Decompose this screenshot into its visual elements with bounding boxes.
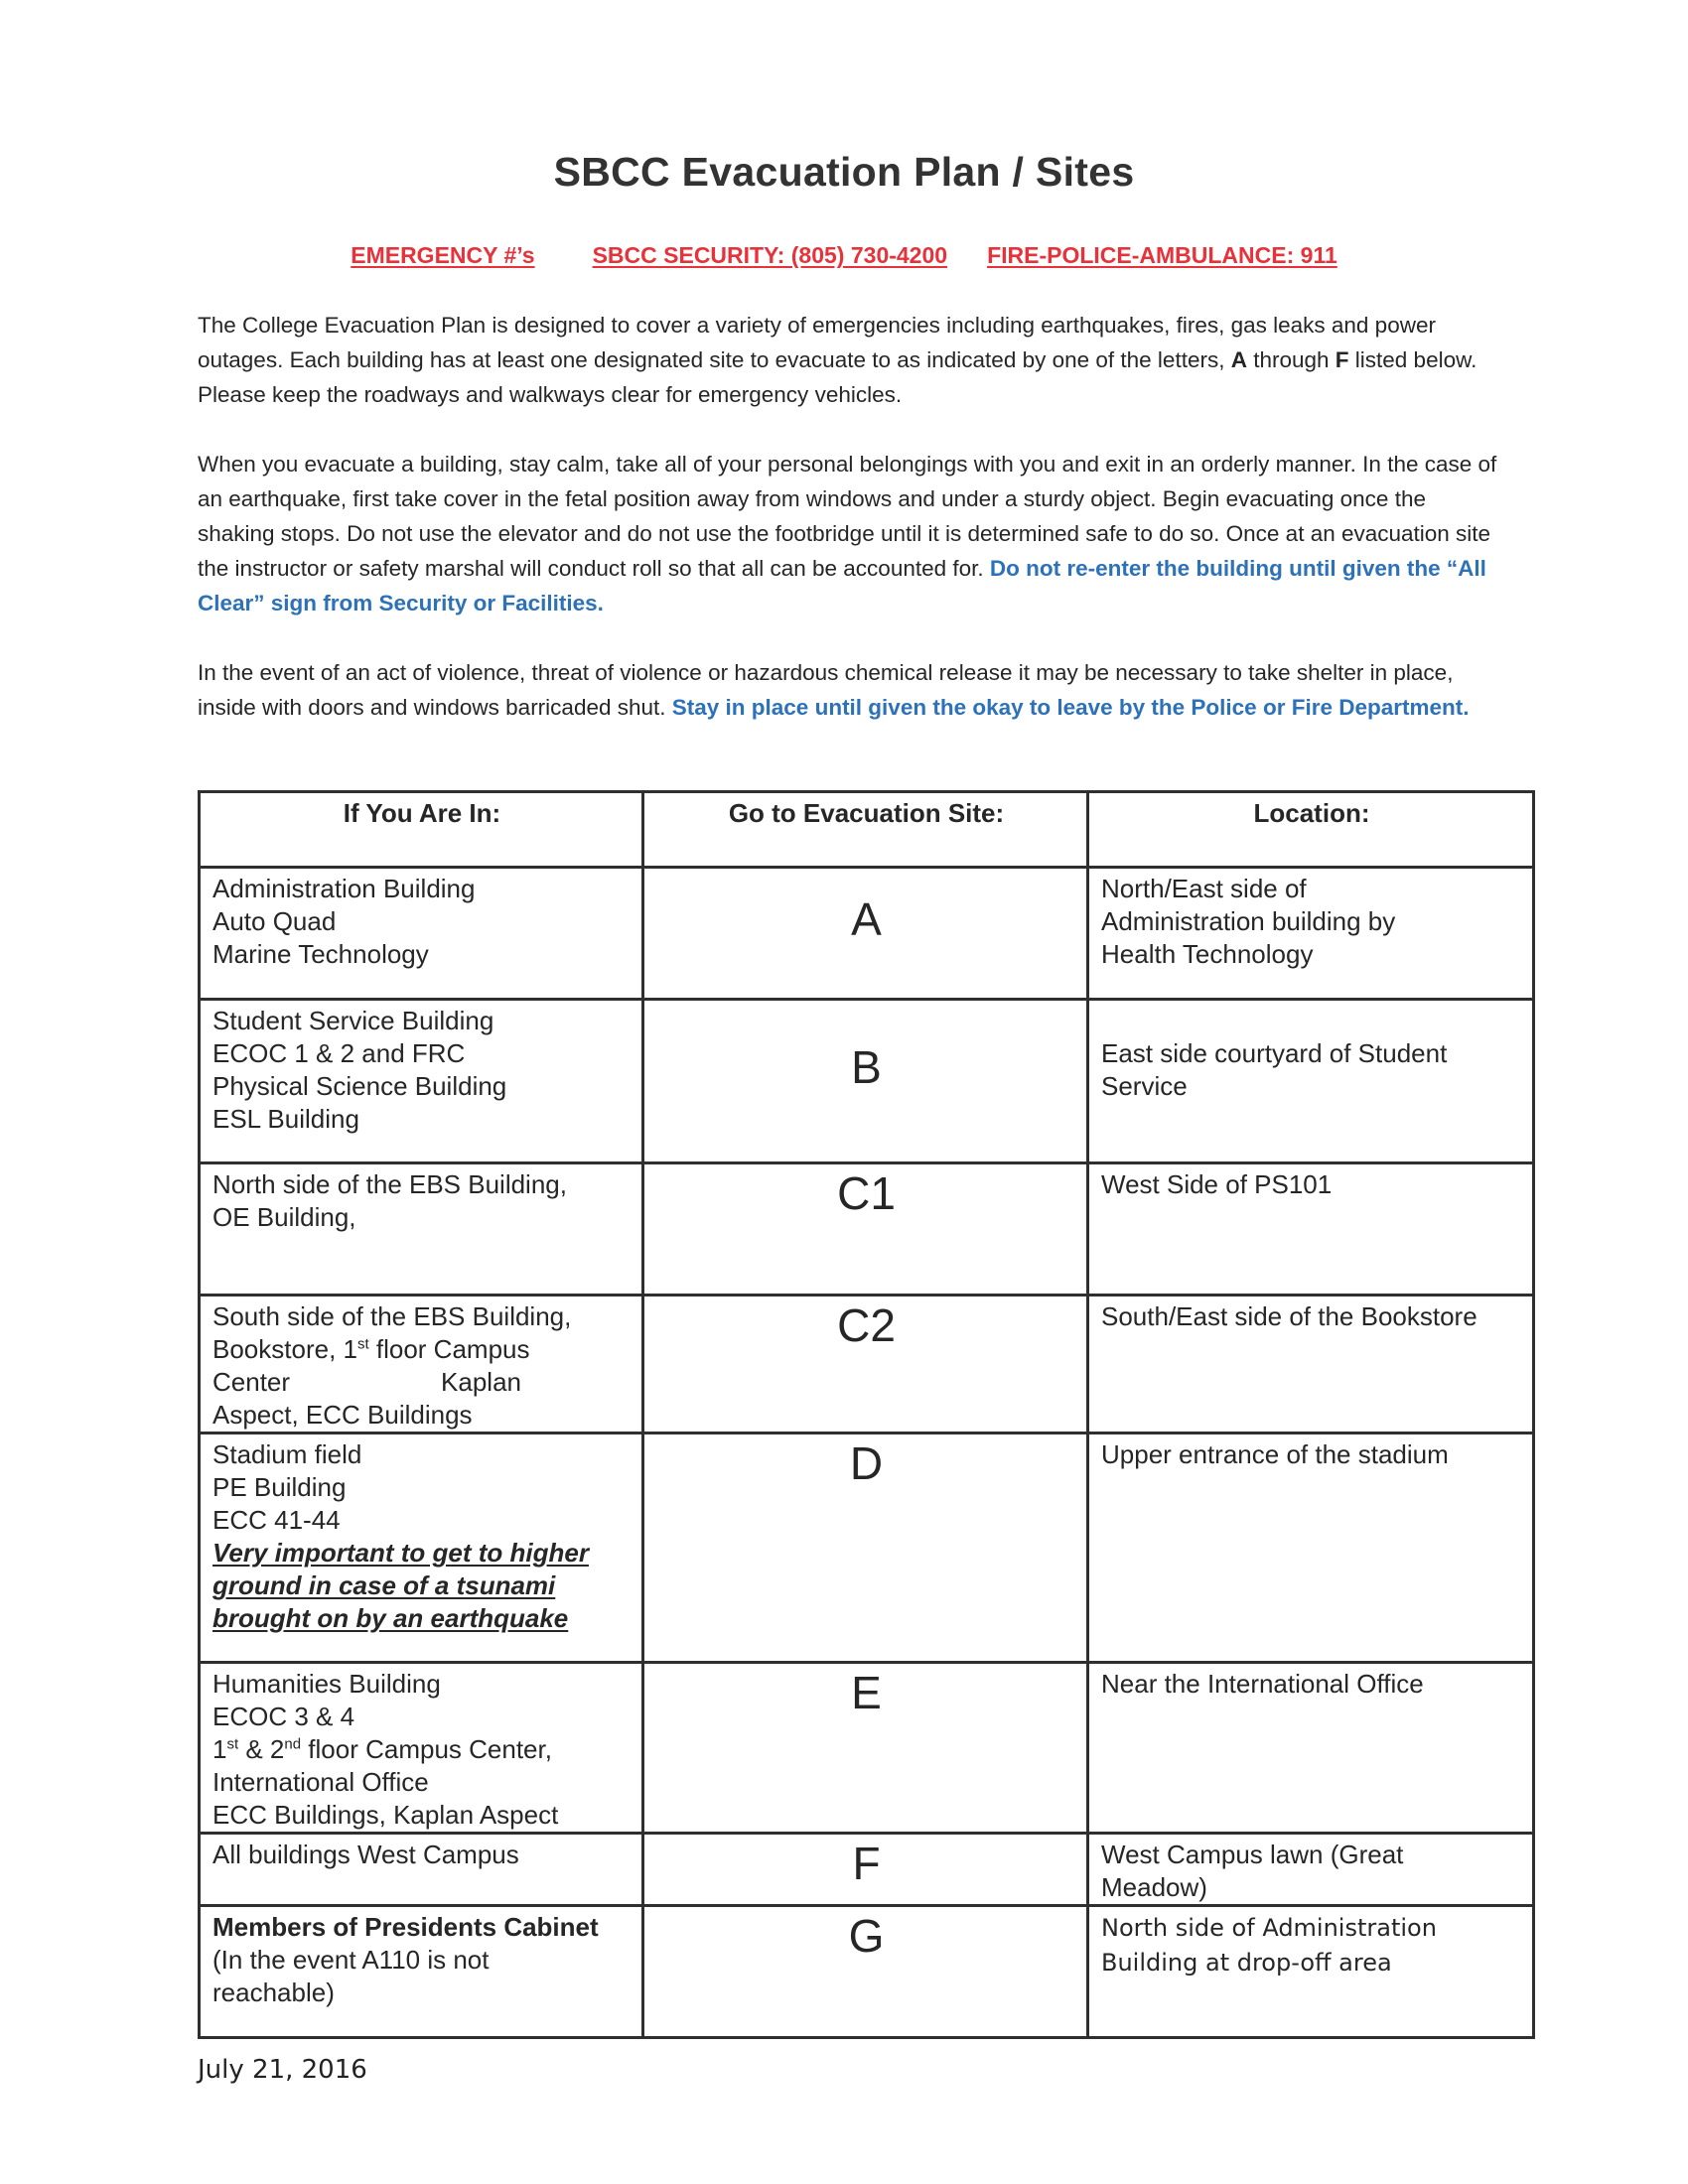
location-cell bbox=[1088, 1663, 1534, 1834]
ordinal-suffix: nd bbox=[284, 1735, 302, 1753]
table-row bbox=[200, 1906, 1534, 2038]
site-letter: B bbox=[851, 1041, 882, 1093]
buildings-cell bbox=[200, 868, 643, 1000]
building-text: & 2 bbox=[238, 1734, 285, 1764]
security-phone: SBCC SECURITY: (805) 730-4200 bbox=[592, 242, 948, 268]
letter-f-text: F bbox=[1335, 347, 1349, 372]
location-text: Near the International Office bbox=[1101, 1669, 1424, 1699]
buildings-cell bbox=[200, 1163, 643, 1296]
evacuation-sites-table bbox=[198, 790, 1535, 2039]
location-text: Service bbox=[1101, 1071, 1188, 1101]
site-letter: C2 bbox=[837, 1299, 896, 1351]
building-name: OE Building, bbox=[212, 1202, 356, 1232]
building-name: Aspect, ECC Buildings bbox=[212, 1400, 473, 1430]
location-cell bbox=[1088, 1296, 1534, 1433]
site-cell bbox=[643, 1663, 1088, 1834]
building-text: Center bbox=[212, 1367, 291, 1397]
buildings-cell bbox=[200, 1906, 643, 2038]
building-name: ECOC 1 & 2 and FRC bbox=[212, 1038, 466, 1068]
letter-a-text: A bbox=[1230, 347, 1247, 372]
buildings-cell bbox=[200, 1433, 643, 1663]
building-name: International Office bbox=[212, 1767, 429, 1797]
building-name: South side of the EBS Building, bbox=[212, 1301, 572, 1331]
location-cell bbox=[1088, 1000, 1534, 1163]
header-location: Location: bbox=[1088, 792, 1534, 868]
location-text: West Campus lawn (Great bbox=[1101, 1840, 1404, 1869]
building-name: Auto Quad bbox=[212, 906, 337, 936]
site-cell bbox=[643, 1433, 1088, 1663]
location-cell bbox=[1088, 1906, 1534, 2038]
building-text: floor Campus bbox=[368, 1334, 530, 1364]
building-text: 1 bbox=[212, 1734, 227, 1764]
emergency-numbers bbox=[0, 242, 1688, 269]
table-header-row bbox=[200, 792, 1534, 868]
location-text: North/East side of bbox=[1101, 874, 1307, 903]
footer-date: July 21, 2016 bbox=[198, 2055, 367, 2085]
building-name: Marine Technology bbox=[212, 939, 429, 969]
buildings-cell bbox=[200, 1663, 643, 1834]
site-cell bbox=[643, 1163, 1088, 1296]
location-text: West Side of PS101 bbox=[1101, 1169, 1333, 1199]
location-cell bbox=[1088, 1834, 1534, 1906]
building-name bbox=[212, 1333, 632, 1366]
building-text: Bookstore, 1 bbox=[212, 1334, 357, 1364]
building-name bbox=[212, 1733, 632, 1766]
location-text: Administration building by bbox=[1101, 906, 1396, 936]
building-text: floor Campus Center, bbox=[301, 1734, 552, 1764]
building-name: ECC Buildings, Kaplan Aspect bbox=[212, 1800, 559, 1830]
tsunami-warning: ground in case of a tsunami bbox=[212, 1570, 556, 1600]
location-text: East side courtyard of Student bbox=[1101, 1038, 1448, 1068]
evacuate-text: When you evacuate a building, stay calm, take all of your personal belongings with you and exit in an orderly manner. In the case of an earthquake, first take cover in the fetal position away from windows and under a sturdy object. Begin evacuating once the shaking stops. Do not use the elevator and do not use the footbridge until it is determined safe to do so. Once at an evacuation site the instructor or safety marshal will conduct roll so that all can be accounted for. bbox=[198, 452, 1497, 581]
violence-text: In the event of an act of violence, threat of violence or hazardous chemical release it may be necessary to take shelter in place, inside with doors and windows barricaded shut. bbox=[198, 660, 1454, 720]
location-text: Building at drop-off area bbox=[1101, 1949, 1392, 1977]
intro-paragraph bbox=[198, 308, 1498, 412]
site-cell bbox=[643, 1834, 1088, 1906]
ordinal-suffix: st bbox=[226, 1735, 239, 1753]
building-name: Physical Science Building bbox=[212, 1071, 507, 1101]
building-name: Administration Building bbox=[212, 874, 476, 903]
location-cell bbox=[1088, 1163, 1534, 1296]
building-name: North side of the EBS Building, bbox=[212, 1169, 567, 1199]
location-text: Upper entrance of the stadium bbox=[1101, 1439, 1449, 1469]
location-cell bbox=[1088, 868, 1534, 1000]
building-name: ECC 41-44 bbox=[212, 1505, 341, 1535]
location-text: North side of Administration bbox=[1101, 1914, 1437, 1942]
building-name: All buildings West Campus bbox=[212, 1840, 519, 1869]
table-row bbox=[200, 1000, 1534, 1163]
building-name: Student Service Building bbox=[212, 1006, 494, 1035]
tsunami-warning: brought on by an earthquake bbox=[212, 1603, 569, 1633]
intro-text-end: listed below. Please keep the roadways and walkways clear for emergency vehicles. bbox=[198, 347, 1477, 407]
buildings-cell bbox=[200, 1834, 643, 1906]
site-cell bbox=[643, 1296, 1088, 1433]
site-cell bbox=[643, 1906, 1088, 2038]
building-name bbox=[212, 1366, 632, 1399]
site-letter: C1 bbox=[837, 1167, 896, 1219]
tsunami-warning: Very important to get to higher bbox=[212, 1538, 589, 1568]
emergency-label: EMERGENCY #’s bbox=[351, 242, 535, 268]
violence-paragraph bbox=[198, 655, 1498, 725]
buildings-cell bbox=[200, 1000, 643, 1163]
site-letter: D bbox=[849, 1437, 884, 1489]
page-title: SBCC Evacuation Plan / Sites bbox=[553, 149, 1135, 195]
table-row bbox=[200, 868, 1534, 1000]
location-text: Meadow) bbox=[1101, 1872, 1207, 1902]
table-row bbox=[200, 1834, 1534, 1906]
site-letter: G bbox=[848, 1910, 885, 1962]
site-letter: F bbox=[852, 1838, 881, 1889]
building-text: Kaplan bbox=[441, 1367, 522, 1397]
ordinal-suffix: st bbox=[356, 1335, 369, 1353]
table-row bbox=[200, 1296, 1534, 1433]
site-cell bbox=[643, 1000, 1088, 1163]
buildings-cell bbox=[200, 1296, 643, 1433]
stay-in-place-notice: Stay in place until given the okay to leave by the Police or Fire Department. bbox=[671, 695, 1470, 720]
building-name: ESL Building bbox=[212, 1104, 359, 1134]
location-text: South/East side of the Bookstore bbox=[1101, 1301, 1477, 1331]
evacuate-paragraph bbox=[198, 447, 1498, 620]
location-text: Health Technology bbox=[1101, 939, 1314, 969]
header-evacuation-site: Go to Evacuation Site: bbox=[643, 792, 1088, 868]
location-cell bbox=[1088, 1433, 1534, 1663]
site-cell bbox=[643, 868, 1088, 1000]
intro-text: The College Evacuation Plan is designed to cover a variety of emergencies including earthquakes, fires, gas leaks and power outages. Each building has at least one designated site to evacuate to as indicated by one of the letters, bbox=[198, 313, 1436, 372]
table-row bbox=[200, 1433, 1534, 1663]
header-if-you-are-in: If You Are In: bbox=[200, 792, 643, 868]
building-name: Stadium field bbox=[212, 1439, 362, 1469]
table-row bbox=[200, 1663, 1534, 1834]
intro-text-through: through bbox=[1246, 347, 1336, 372]
building-name: Members of Presidents Cabinet bbox=[212, 1912, 599, 1942]
building-name: ECOC 3 & 4 bbox=[212, 1702, 355, 1731]
building-name: Humanities Building bbox=[212, 1669, 441, 1699]
do-not-reenter-notice: Do not re-enter the building until given the “All Clear” sign from Security or Facilities. bbox=[198, 556, 1486, 615]
building-name: reachable) bbox=[212, 1978, 335, 2007]
table-row bbox=[200, 1163, 1534, 1296]
emergency-services-phone: FIRE-POLICE-AMBULANCE: 911 bbox=[987, 242, 1337, 268]
building-name: PE Building bbox=[212, 1472, 347, 1502]
building-name: (In the event A110 is not bbox=[212, 1945, 490, 1975]
site-letter: E bbox=[851, 1667, 882, 1718]
site-letter: A bbox=[851, 893, 882, 945]
